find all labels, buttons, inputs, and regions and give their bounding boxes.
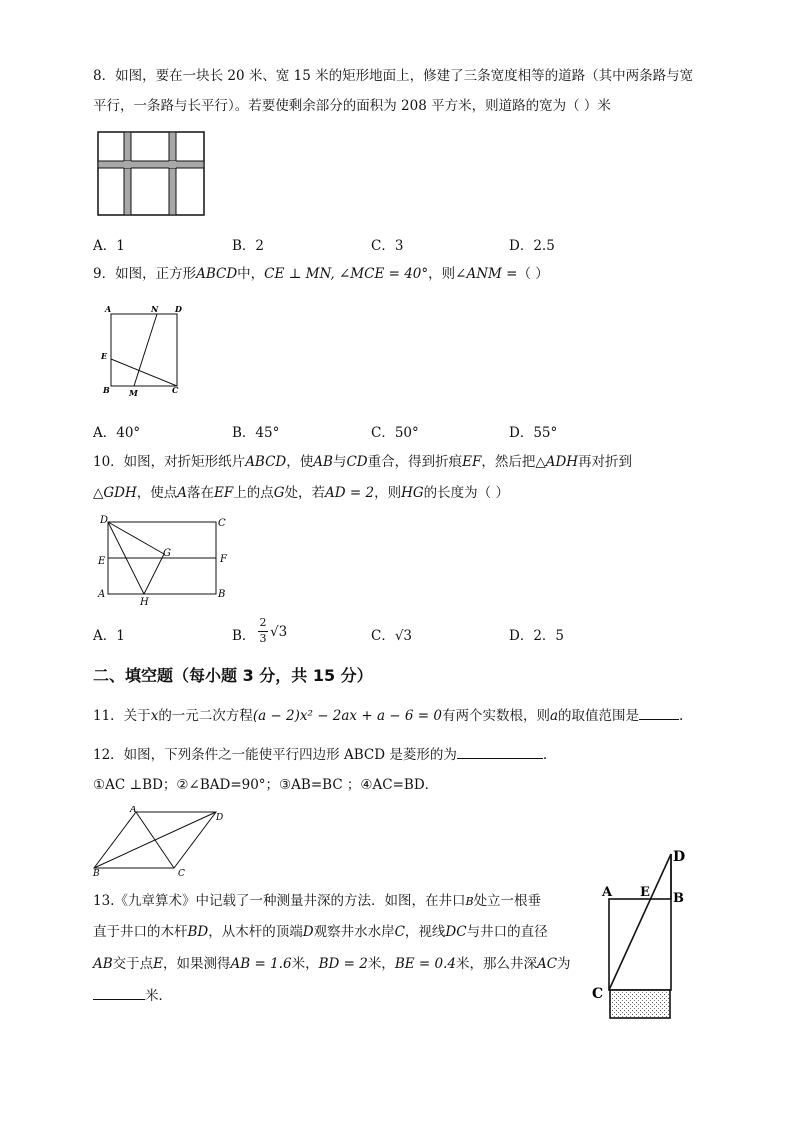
q9-text: 9．如图，正方形ABCD中，CE ⊥ MN, ∠MCE = 40°，则∠ANM =（ ）: [93, 266, 549, 282]
q9-square-figure: [96, 302, 192, 398]
q8-road-vertical-1: [124, 132, 131, 215]
q12-label-d: D: [216, 813, 224, 823]
q10-label-g: G: [163, 548, 171, 559]
q12-parallelogram-figure: [92, 806, 232, 878]
q10-line-gh: [144, 554, 164, 594]
q10-label-e: E: [98, 556, 106, 567]
q12-answer-blank: [457, 744, 543, 759]
q10-option-c: C．√3: [371, 628, 413, 644]
q12-label-c: C: [178, 869, 185, 878]
q10-option-d: D．2．5: [509, 628, 565, 644]
q13-text-line1: 13.《九章算术》中记载了一种测量井深的方法．如图，在井口B处立一根垂: [93, 893, 542, 909]
q9-label-n: N: [151, 304, 159, 314]
q8-option-d: D．2.5: [509, 238, 555, 254]
q8-option-b: B．2: [232, 238, 265, 254]
q9-option-a: A．40°: [93, 425, 141, 441]
q13-label-d: D: [673, 849, 686, 865]
q10-option-a: A．1: [93, 628, 125, 644]
q13-text-line3: AB交于点E，如果测得AB = 1.6米，BD = 2米，BE = 0.4米，那么井深AC为: [93, 956, 571, 972]
q13-label-c: C: [592, 986, 604, 1002]
q9-label-m: M: [129, 388, 138, 398]
q10-text-line1: 10．如图，对折矩形纸片ABCD，使AB与CD重合，得到折痕EF，然后把△ADH再对折到: [93, 454, 633, 470]
q9-label-e: E: [101, 351, 108, 361]
q9-line-ec: [111, 359, 177, 386]
q9-square: [111, 314, 177, 386]
q11-answer-blank: [639, 705, 679, 720]
q12-text-line1: 12．如图，下列条件之一能使平行四边形 ABCD 是菱形的为 .: [93, 744, 547, 765]
q10-label-c: C: [218, 518, 226, 529]
q10-label-a: A: [98, 589, 106, 600]
q11-text: 11．关于x的一元二次方程(a − 2)x² − 2ax + a − 6 = 0有两个实数根，则a的取值范围是 .: [93, 705, 683, 726]
q13-water: [610, 990, 670, 1018]
q9-option-c: C．50°: [371, 425, 419, 441]
q12-diagonal-bd: [94, 812, 216, 868]
q13-answer-blank: [93, 985, 145, 1000]
q13-well-figure: [588, 842, 700, 1024]
q9-line-nm: [134, 314, 157, 386]
q10-text-line2: △GDH，使点A落在EF上的点G处，若AD = 2，则HG的长度为（ ）: [93, 485, 509, 501]
q12-label-b: B: [93, 869, 100, 878]
q8-text-line2: 平行，一条路与长平行）。若要使剩余部分的面积为 208 平方米，则道路的宽为（ ）米: [93, 98, 611, 114]
q8-road-figure: [96, 128, 208, 218]
q9-label-d: D: [175, 304, 182, 314]
q10-fold-figure: [94, 512, 234, 608]
q9-label-a: A: [105, 304, 112, 314]
q13-label-a: A: [602, 885, 613, 900]
q10-label-f: F: [220, 554, 227, 565]
q13-label-e: E: [640, 885, 650, 900]
q9-option-b: B．45°: [232, 425, 280, 441]
q12-text-line2: ①AC ⊥BD；②∠BAD=90°；③AB=BC ；④AC=BD．: [93, 777, 439, 793]
q13-text-line2: 直于井口的木杆BD，从木杆的顶端D观察井水水岸C，视线DC与井口的直径: [93, 924, 548, 940]
q13-text-line4: 米．: [93, 985, 172, 1006]
q10-label-h: H: [140, 597, 149, 608]
q12-label-a: A: [130, 806, 137, 815]
q8-option-c: C．3: [371, 238, 404, 254]
q13-label-b: B: [673, 891, 684, 906]
q8-field-outline: [98, 132, 204, 215]
q8-road-horizontal: [98, 161, 204, 168]
q10-label-d: D: [100, 515, 109, 526]
q9-label-c: C: [172, 385, 179, 395]
q8-road-vertical-2: [169, 132, 176, 215]
q8-text-line1: 8．如图，要在一块长 20 米、宽 15 米的矩形地面上，修建了三条宽度相等的道路（其中两条路与宽: [93, 68, 694, 84]
q13-well-walls: [609, 899, 671, 990]
section-2-title: 二、填空题（每小题 3 分，共 15 分）: [93, 666, 373, 685]
q10-label-b: B: [218, 589, 226, 600]
q8-option-a: A．1: [93, 238, 125, 254]
q9-label-b: B: [103, 385, 110, 395]
q13-sightline-dc: [609, 854, 671, 990]
q9-option-d: D．55°: [509, 425, 558, 441]
